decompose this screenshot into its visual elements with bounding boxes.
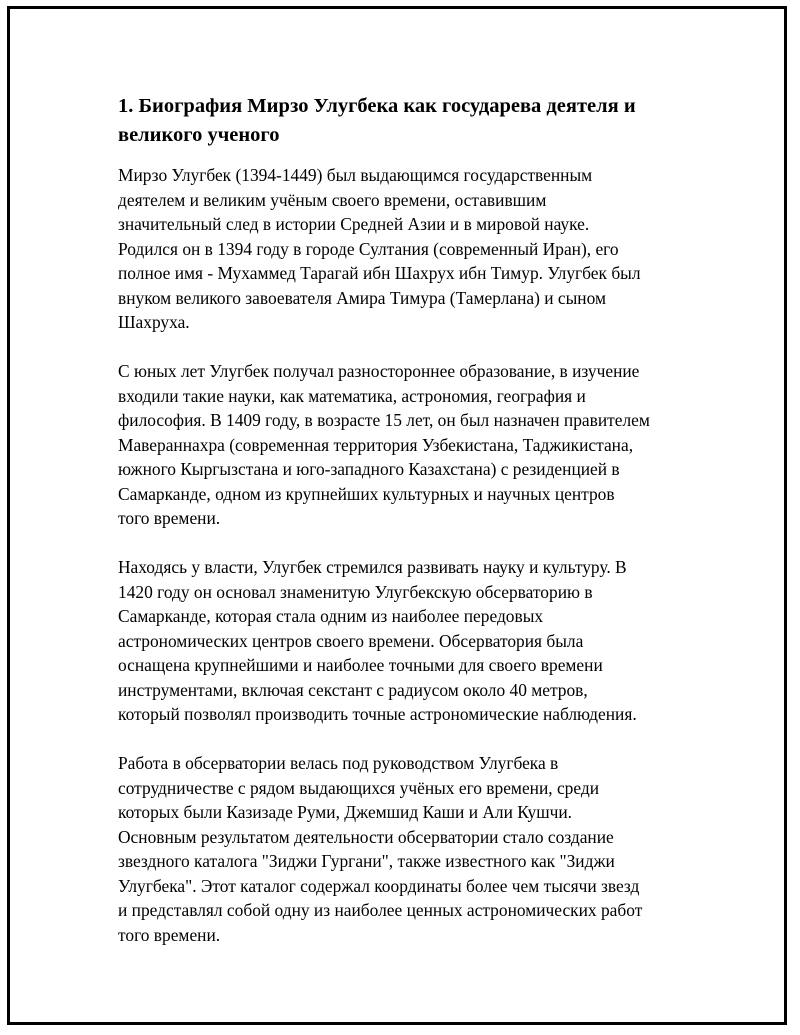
paragraph-star-catalog (118, 751, 698, 947)
text-line: 1420 году он основал знаменитую Улугбекскую обсерваторию в (118, 581, 593, 602)
text-line: С юных лет Улугбек получал разностороннее образование, в изучение (118, 361, 640, 381)
text-line: Родился он в 1394 году в городе Султания (современный Иран), его (118, 238, 619, 259)
text-line: Находясь у власти, Улугбек стремился развивать науку и культуру. В (118, 557, 627, 577)
text-line: Самарканде, которая стала одним из наиболее передовых (118, 606, 544, 626)
text-line: южного Кыргызстана и юго-западного Казахстана) с резиденцией в (118, 459, 620, 479)
text-line: Шахруха. (118, 312, 190, 332)
text-line: того времени. (118, 508, 221, 528)
text-line: философия. В 1409 году, в возрасте 15 лет, он был назначен правителем (118, 410, 650, 430)
paragraph-education (118, 359, 698, 531)
text-line: Мавераннахра (современная территория Узбекистана, Таджикистана, (118, 434, 634, 455)
text-line: Работа в обсерватории велась под руководством Улугбека в (118, 753, 559, 773)
text-line: полное имя - Мухаммед Тарагай ибн Шахрух ибн Тимур. Улугбек был (118, 263, 641, 283)
heading-line: великого ученого (118, 124, 280, 146)
text-line: значительный след в истории Средней Азии и в мировой науке. (118, 214, 590, 234)
text-line: астрономических центров своего времени. Обсерватория была (118, 630, 584, 651)
text-line: Основным результатом деятельности обсерватории стало создание (118, 826, 614, 847)
paragraph-biography (118, 163, 698, 335)
text-line: и представлял собой одну из наиболее ценных астрономических работ (118, 900, 643, 920)
text-line: входили такие науки, как математика, астрономия, география и (118, 385, 586, 406)
text-line: оснащена крупнейшими и наиболее точными для своего времени (118, 655, 603, 675)
text-line: звездного каталога "Зиджи Гургани", также известного как "Зиджи (118, 851, 615, 871)
text-line: Самарканде, одном из крупнейших культурных и научных центров (118, 483, 615, 504)
text-line: того времени. (118, 924, 221, 945)
paragraph-observatory (118, 555, 698, 727)
text-line: которых были Казизаде Руми, Джемшид Каши и Али Кушчи. (118, 802, 573, 822)
heading-line: 1. Биография Мирзо Улугбека как государева деятеля и (118, 95, 636, 117)
text-line: который позволял производить точные астрономические наблюдения. (118, 704, 637, 724)
text-line: Мирзо Улугбек (1394-1449) был выдающимся государственным (118, 165, 593, 185)
section-heading (118, 92, 698, 150)
text-line: деятелем и великим учёным своего времени, оставившим (118, 189, 547, 210)
document-body (118, 92, 698, 972)
text-line: инструментами, включая секстант с радиусом около 40 метров, (118, 679, 588, 700)
text-line: сотрудничестве с рядом выдающихся учёных его времени, среди (118, 777, 600, 798)
text-line: Улугбека". Этот каталог содержал координаты более чем тысячи звезд (118, 875, 640, 896)
text-line: внуком великого завоевателя Амира Тимура (Тамерлана) и сыном (118, 287, 606, 308)
